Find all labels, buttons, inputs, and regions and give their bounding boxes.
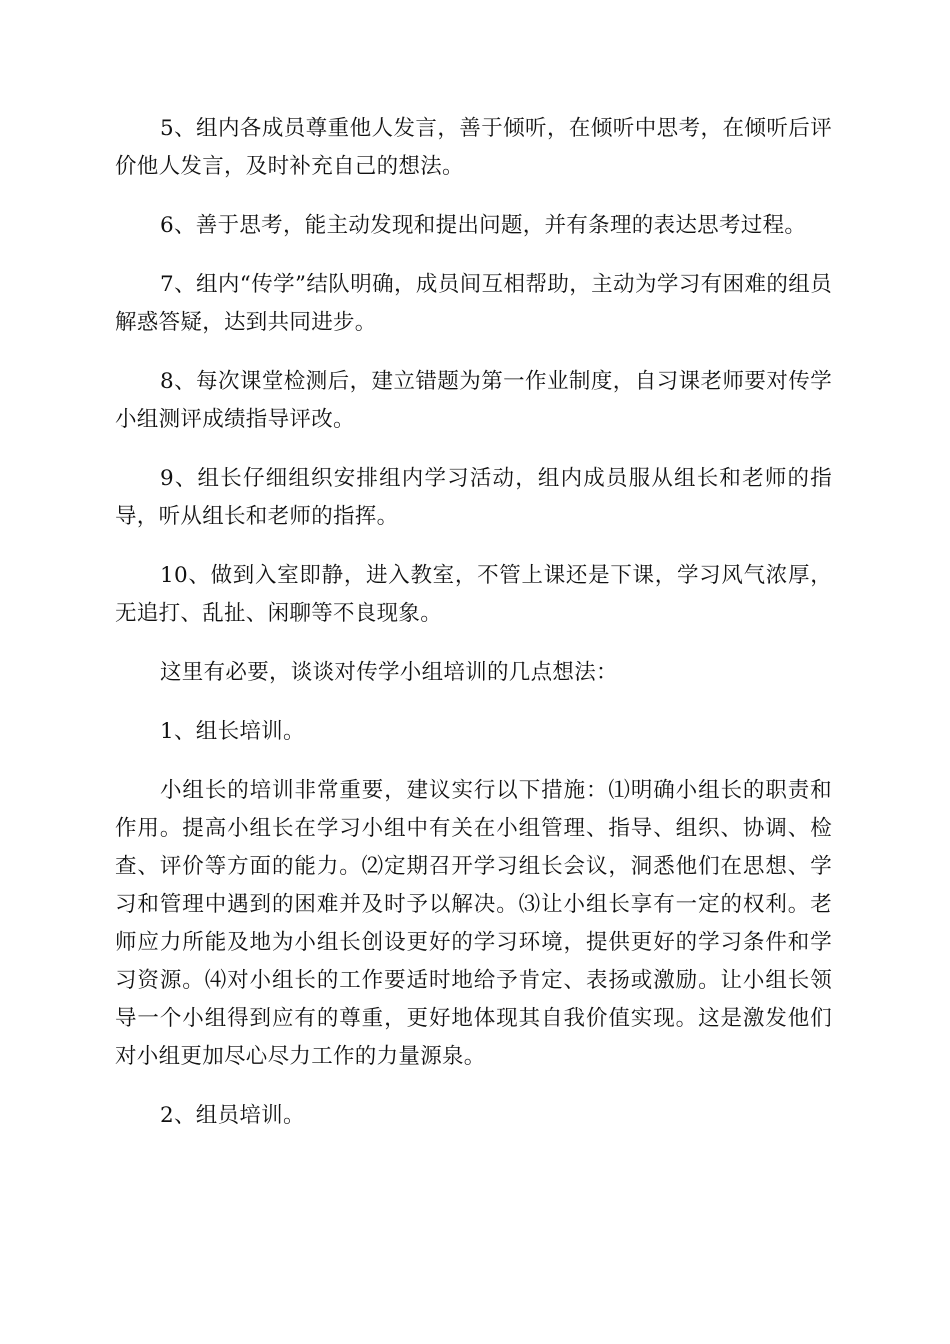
paragraph-item-5: 5、组内各成员尊重他人发言，善于倾听，在倾听中思考，在倾听后评价他人发言，及时补充自己的想法。 xyxy=(115,116,832,179)
section-heading-member-training: 2、组员培训。 xyxy=(160,1103,305,1128)
paragraph-item-6: 6、善于思考，能主动发现和提出问题，并有条理的表达思考过程。 xyxy=(160,213,807,238)
document-body xyxy=(115,110,832,1156)
paragraph-item-7: 7、组内“传学”结队明确，成员间互相帮助，主动为学习有困难的组员解惑答疑，达到共同进步。 xyxy=(115,272,832,335)
paragraph-leader-training-measures: 小组长的培训非常重要，建议实行以下措施：⑴明确小组长的职责和作用。提高小组长在学习小组中有关在小组管理、指导、组织、协调、检查、评价等方面的能力。⑵定期召开学习组长会议，洞悉他们在思想、学习和管理中遇到的困难并及时予以解决。⑶让小组长享有一定的权利。老师应力所能及地为小组长创设更好的学习环境，提供更好的学习条件和学习资源。⑷对小组长的工作要适时地给予肯定、表扬或激励。让小组长领导一个小组得到应有的尊重，更好地体现其自我价值实现。这是激发他们对小组更加尽心尽力工作的力量源泉。 xyxy=(115,778,832,1069)
paragraph-item-10: 10、做到入室即静，进入教室，不管上课还是下课，学习风气浓厚，无追打、乱扯、闲聊等不良现象。 xyxy=(115,563,832,626)
paragraph-intro-training: 这里有必要，谈谈对传学小组培训的几点想法： xyxy=(160,660,618,685)
paragraph-item-8: 8、每次课堂检测后，建立错题为第一作业制度，自习课老师要对传学小组测评成绩指导评改。 xyxy=(115,369,832,432)
paragraph-item-9: 9、组长仔细组织安排组内学习活动，组内成员服从组长和老师的指导，听从组长和老师的指挥。 xyxy=(115,466,832,529)
section-heading-leader-training: 1、组长培训。 xyxy=(160,719,305,744)
